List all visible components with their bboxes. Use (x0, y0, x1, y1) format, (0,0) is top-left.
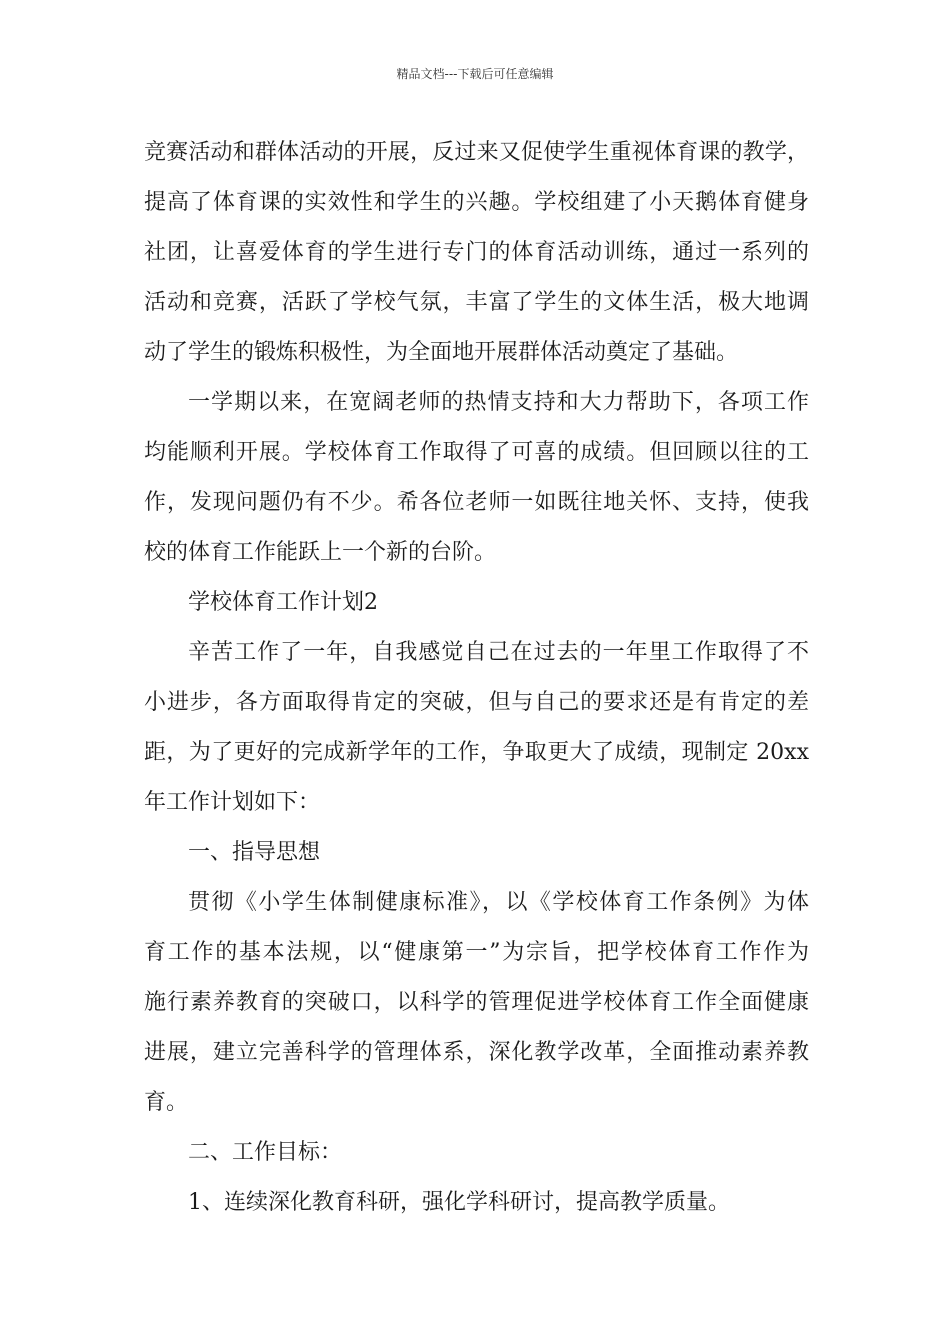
heading-guiding-ideology (144, 828, 809, 878)
text-line: 年工作计划如下： (144, 790, 321, 815)
list-item-text: 1、连续深化教育科研，强化学科研讨，提高教学质量。 (188, 1190, 730, 1215)
text-line: 提高了体育课的实效性和学生的兴趣。学校组建了小天鹅体育健身 (144, 190, 809, 215)
section-title-text: 学校体育工作计划2 (188, 590, 378, 615)
text-line: 活动和竞赛，活跃了学校气氛，丰富了学生的文体生活，极大地调 (144, 290, 809, 315)
text-line: 作，发现问题仍有不少。希各位老师一如既往地关怀、支持，使我 (144, 490, 809, 515)
text-line: 竞赛活动和群体活动的开展，反过来又促使学生重视体育课的教学， (144, 140, 809, 165)
text-line: 一学期以来，在宽阔老师的热情支持和大力帮助下，各项工作 (188, 390, 809, 415)
paragraph (144, 378, 809, 578)
heading-text: 二、工作目标： (188, 1140, 343, 1165)
text-line: 进展，建立完善科学的管理体系，深化教学改革，全面推动素养教 (144, 1040, 809, 1065)
text-line: 育。 (144, 1090, 189, 1115)
text-line: 距，为了更好的完成新学年的工作，争取更大了成绩，现制定 20xx (144, 740, 809, 765)
paragraph (144, 878, 809, 1128)
text-line: 小进步，各方面取得肯定的突破，但与自己的要求还是有肯定的差 (144, 690, 809, 715)
paragraph (144, 628, 809, 828)
text-line: 社团，让喜爱体育的学生进行专门的体育活动训练，通过一系列的 (144, 240, 809, 265)
paragraph (144, 128, 809, 378)
text-line: 均能顺利开展。学校体育工作取得了可喜的成绩。但回顾以往的工 (144, 440, 809, 465)
heading-work-goals (144, 1128, 809, 1178)
text-line: 动了学生的锻炼积极性，为全面地开展群体活动奠定了基础。 (144, 340, 739, 365)
page-header: 精品文档---下载后可任意编辑 (396, 67, 554, 81)
text-line: 校的体育工作能跃上一个新的台阶。 (144, 540, 497, 565)
document-body (144, 128, 809, 1228)
list-item (144, 1178, 809, 1228)
text-line: 贯彻《小学生体制健康标准》，以《学校体育工作条例》为体 (188, 890, 809, 915)
text-line: 施行素养教育的突破口，以科学的管理促进学校体育工作全面健康 (144, 990, 809, 1015)
heading-text: 一、指导思想 (188, 840, 321, 865)
text-line: 辛苦工作了一年，自我感觉自己在过去的一年里工作取得了不 (188, 640, 809, 665)
section-title (144, 578, 809, 628)
text-line: 育工作的基本法规，以“健康第一”为宗旨，把学校体育工作作为 (144, 940, 809, 965)
